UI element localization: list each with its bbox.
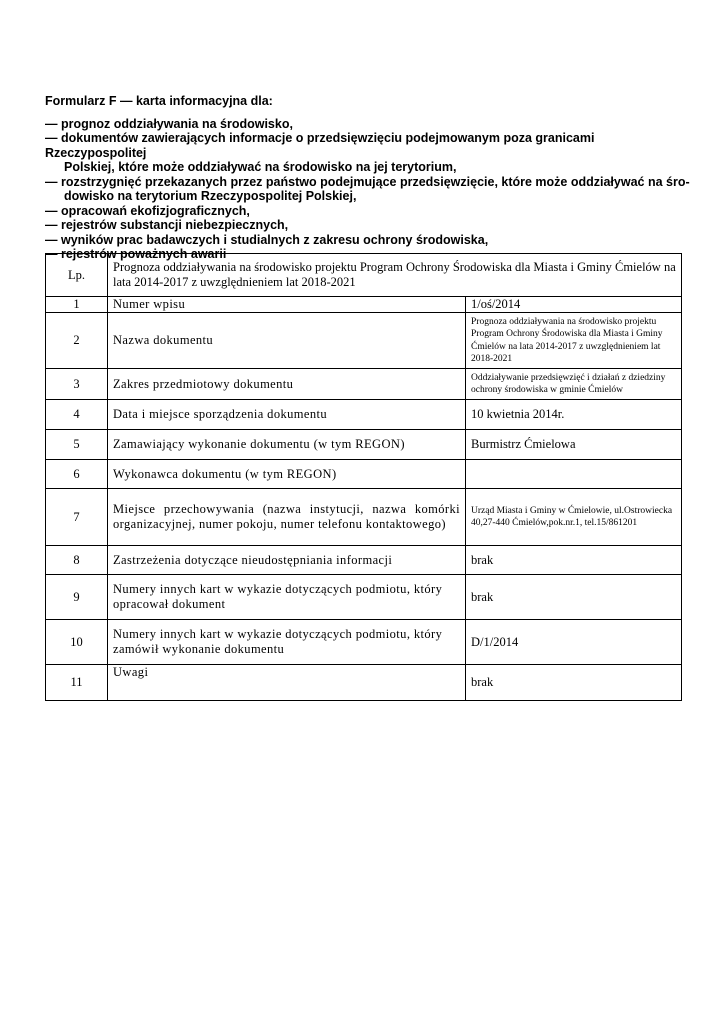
- heading-item: — wyników prac badawczych i studialnych z zakresu ochrony środowiska,: [45, 232, 489, 247]
- row-label: Numer wpisu: [108, 297, 466, 313]
- table-row: [46, 575, 682, 620]
- heading-item-continuation: Polskiej, które może oddziaływać na środowisko na jej terytorium,: [64, 160, 457, 174]
- row-value: brak: [466, 665, 682, 701]
- row-value: Burmistrz Ćmielowa: [466, 430, 682, 460]
- header-document-title: Prognoza oddziaływania na środowisko projektu Program Ochrony Środowiska dla Miasta i Gminy Ćmielów na lata 2014-2017 z uwzględnieniem lat 2018-2021: [108, 254, 682, 297]
- row-value: 10 kwietnia 2014r.: [466, 400, 682, 430]
- row-label: Uwagi: [108, 665, 466, 701]
- row-value: Prognoza oddziaływania na środowisko projektu Program Ochrony Środowiska dla Miasta i Gminy Ćmielów na lata 2014-2017 z uwzględnieniem lat 2018-2021: [466, 313, 682, 369]
- row-label: Numery innych kart w wykazie dotyczących podmiotu, który zamówił wykonanie dokumentu: [108, 620, 466, 665]
- table-row: [46, 430, 682, 460]
- row-label: Miejsce przechowywania (nazwa instytucji, nazwa komórki organizacyjnej, numer pokoju, numer telefonu kontaktowego): [108, 489, 466, 546]
- table-row: [46, 460, 682, 489]
- row-label: Zamawiający wykonanie dokumentu (w tym REGON): [108, 430, 466, 460]
- form-title: Formularz F — karta informacyjna dla:: [45, 94, 273, 108]
- row-label: Wykonawca dokumentu (w tym REGON): [108, 460, 466, 489]
- heading-item: — opracowań ekofizjograficznych,: [45, 203, 250, 218]
- table-row: [46, 489, 682, 546]
- row-number: 5: [46, 430, 108, 460]
- heading-item-continuation: dowisko na terytorium Rzeczypospolitej Polskiej,: [64, 189, 357, 203]
- row-number: 10: [46, 620, 108, 665]
- table-row: [46, 369, 682, 400]
- heading-item: — rejestrów substancji niebezpiecznych,: [45, 218, 289, 232]
- row-value: 1/oś/2014: [466, 297, 682, 313]
- row-number: 2: [46, 313, 108, 369]
- header-lp: Lp.: [46, 254, 108, 297]
- heading-item: — dokumentów zawierających informacje o przedsięwzięciu podejmowanym poza granicami Rzeczypospolitej: [45, 131, 595, 160]
- row-value: brak: [466, 575, 682, 620]
- row-number: 9: [46, 575, 108, 620]
- row-value: D/1/2014: [466, 620, 682, 665]
- row-label: Zakres przedmiotowy dokumentu: [108, 369, 466, 400]
- table-row: [46, 620, 682, 665]
- heading-item: — prognoz oddziaływania na środowisko,: [45, 116, 293, 131]
- table-row: [46, 665, 682, 701]
- heading-item: — rejestrów poważnych awarii: [45, 247, 227, 261]
- form-heading: [45, 94, 695, 262]
- information-card-table: [45, 253, 682, 701]
- row-number: 1: [46, 297, 108, 313]
- row-number: 7: [46, 489, 108, 546]
- table-row: [46, 313, 682, 369]
- table-header-row: [46, 254, 682, 297]
- table-row: [46, 400, 682, 430]
- row-number: 6: [46, 460, 108, 489]
- row-value: Oddziaływanie przedsięwzięć i działań z dziedziny ochrony środowiska w gminie Ćmielów: [466, 369, 682, 400]
- table-row: [46, 546, 682, 575]
- row-label: Nazwa dokumentu: [108, 313, 466, 369]
- row-label: Zastrzeżenia dotyczące nieudostępniania informacji: [108, 546, 466, 575]
- row-number: 3: [46, 369, 108, 400]
- row-value: [466, 460, 682, 489]
- table-row: [46, 297, 682, 313]
- row-label: Numery innych kart w wykazie dotyczących podmiotu, który opracował dokument: [108, 575, 466, 620]
- row-number: 8: [46, 546, 108, 575]
- row-value: brak: [466, 546, 682, 575]
- heading-item: — rozstrzygnięć przekazanych przez państwo podejmujące przedsięwzięcie, które może oddziaływać na śro-: [45, 174, 690, 189]
- row-number: 11: [46, 665, 108, 701]
- row-label: Data i miejsce sporządzenia dokumentu: [108, 400, 466, 430]
- row-value: Urząd Miasta i Gminy w Ćmielowie, ul.Ostrowiecka 40,27-440 Ćmielów,pok.nr.1, tel.15/861201: [466, 489, 682, 546]
- row-number: 4: [46, 400, 108, 430]
